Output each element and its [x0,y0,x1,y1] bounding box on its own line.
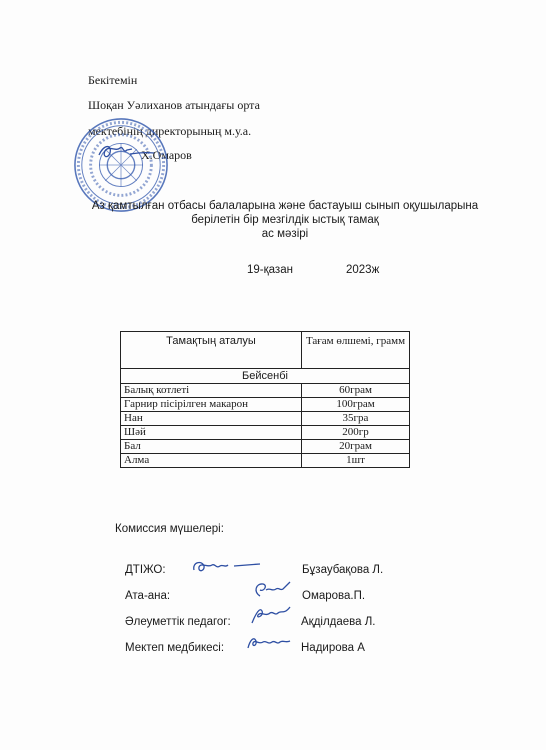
school-line: Шоқан Уәлиханов атындағы орта [88,98,260,112]
table-row [121,454,410,468]
table-row [121,440,410,454]
member-name: Ақділдаева Л. [301,616,376,628]
date-day: 19-қазан [247,264,293,276]
approve-word: Бекітемін [88,73,138,87]
member-name: Бұзаубақова Л. [302,564,384,576]
member-role: Әлеуметтік педагог: [125,616,231,628]
dish-name: Алма [121,454,302,468]
dish-name: Нан [121,412,302,426]
signature-3 [246,603,294,629]
menu-table [120,331,410,468]
member-name: Омарова.П. [302,590,366,602]
dish-qty: 60грам [302,384,410,398]
dish-qty: 200гр [302,426,410,440]
dish-name: Бал [121,440,302,454]
member-role: ДТІЖО: [125,564,166,576]
title-line-1: Аз қамтылған отбасы балаларына және бастауыш сынып оқушыларына [91,200,479,212]
director-name: Х.Омаров [141,148,192,162]
director-signature [96,140,158,162]
member-name: Надирова А [301,642,365,654]
dish-qty: 20грам [302,440,410,454]
commission-heading: Комиссия мүшелері: [115,523,224,535]
dish-name: Шәй [121,426,302,440]
date-year: 2023ж [346,264,380,276]
title-line-3: ас мәзірі [261,228,309,240]
signature-1 [190,556,264,578]
director-line: мектебінің директорының м.у.а. [88,124,252,138]
dish-name: Балық котлеті [121,384,302,398]
signature-4 [244,632,294,656]
title-line-2: берілетін бір мезгілдік ыстық тамақ [191,214,379,226]
table-row [121,426,410,440]
table-row [121,398,410,412]
table-row [121,412,410,426]
dish-qty: 35гра [302,412,410,426]
member-role: Ата-ана: [125,590,171,602]
member-role: Мектеп медбикесі: [125,642,225,654]
signature-2 [250,578,294,604]
dish-qty: 1шт [302,454,410,468]
table-header-row [121,332,410,369]
header-portion-size: Тағам өлшемі, грамм [302,332,410,369]
table-row [121,384,410,398]
table-day-row [121,369,410,384]
day-label: Бейсенбі [121,369,410,384]
dish-name: Гарнир пісірілген макарон [121,398,302,412]
header-dish-name: Тамақтың аталуы [121,332,302,369]
dish-qty: 100грам [302,398,410,412]
